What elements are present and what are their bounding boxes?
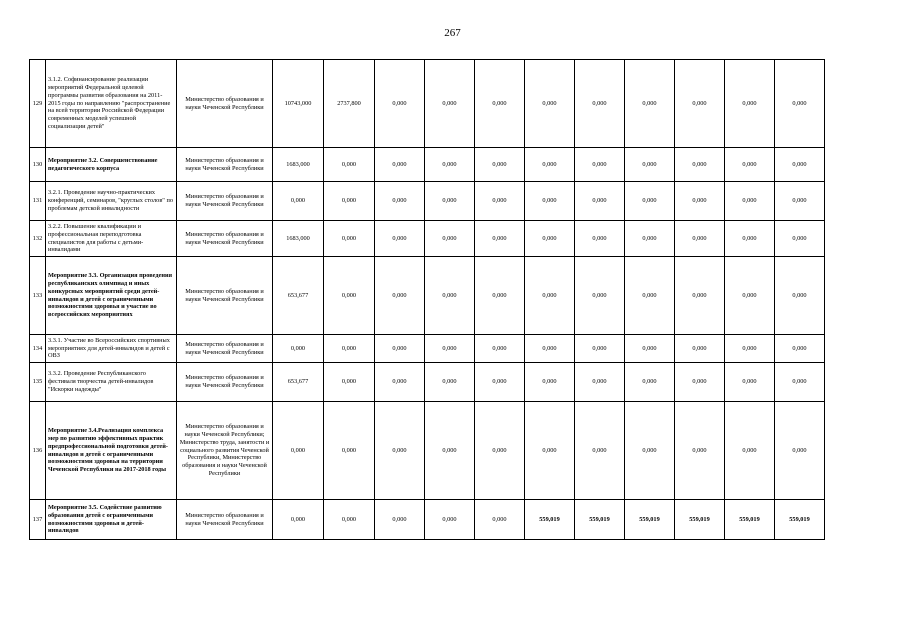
- amount-cell: 0,000: [375, 182, 425, 221]
- amount-cell: 1683,000: [273, 221, 324, 257]
- row-number: 129: [30, 60, 46, 148]
- amount-cell: 0,000: [625, 335, 675, 363]
- table-row: [30, 402, 875, 500]
- executor-cell: Министерство образования и науки Чеченской Республики: [177, 221, 273, 257]
- amount-cell: 0,000: [475, 335, 525, 363]
- table-row: [30, 182, 875, 221]
- amount-cell: 0,000: [324, 500, 375, 540]
- amount-cell: 0,000: [725, 148, 775, 182]
- amount-cell: 0,000: [525, 60, 575, 148]
- amount-cell: 0,000: [775, 402, 825, 500]
- amount-cell: 0,000: [675, 363, 725, 402]
- amount-cell: 0,000: [475, 60, 525, 148]
- amount-cell: 0,000: [324, 257, 375, 335]
- table-row: [30, 221, 875, 257]
- amount-cell: 0,000: [324, 335, 375, 363]
- amount-cell: 0,000: [375, 60, 425, 148]
- amount-cell: 0,000: [575, 60, 625, 148]
- amount-cell: 0,000: [625, 257, 675, 335]
- amount-cell: 559,019: [675, 500, 725, 540]
- amount-cell: 0,000: [324, 363, 375, 402]
- activity-name: Мероприятие 3.5. Содействие развитию образования детей с ограниченными возможностями здоровья и детей-инвалидов: [46, 500, 177, 540]
- amount-cell: 0,000: [725, 221, 775, 257]
- activity-name: Мероприятие 3.4.Реализация комплекса мер по развитию эффективных практик предпрофессиональной подготовки детей-инвалидов и детей с ограниченными возможностями здоровья на территории Чеченской Республики на 2017-2018 годы: [46, 402, 177, 500]
- amount-cell: 0,000: [625, 402, 675, 500]
- amount-cell: 0,000: [525, 257, 575, 335]
- budget-table: [29, 59, 875, 540]
- amount-cell: 0,000: [375, 257, 425, 335]
- row-number: 132: [30, 221, 46, 257]
- amount-cell: 0,000: [725, 335, 775, 363]
- amount-cell: 0,000: [675, 335, 725, 363]
- amount-cell: 0,000: [324, 402, 375, 500]
- table-row: [30, 500, 875, 540]
- row-number: 135: [30, 363, 46, 402]
- activity-name: 3.3.2. Проведение Республиканского фестиваля творчества детей-инвалидов "Искорки надежды": [46, 363, 177, 402]
- amount-cell: 0,000: [575, 148, 625, 182]
- amount-cell: 0,000: [324, 221, 375, 257]
- amount-cell: 0,000: [625, 363, 675, 402]
- amount-cell: 0,000: [324, 182, 375, 221]
- amount-cell: 0,000: [675, 221, 725, 257]
- amount-cell: 1683,000: [273, 148, 324, 182]
- row-number: 131: [30, 182, 46, 221]
- executor-cell: Министерство образования и науки Чеченской Республики: [177, 335, 273, 363]
- amount-cell: 559,019: [725, 500, 775, 540]
- amount-cell: 559,019: [775, 500, 825, 540]
- executor-cell: Министерство образования и науки Чеченской Республики: [177, 148, 273, 182]
- amount-cell: 0,000: [525, 221, 575, 257]
- amount-cell: 0,000: [273, 402, 324, 500]
- table-row: [30, 335, 875, 363]
- amount-cell: 0,000: [775, 335, 825, 363]
- amount-cell: 653,677: [273, 257, 324, 335]
- amount-cell: 0,000: [725, 257, 775, 335]
- amount-cell: 0,000: [425, 60, 475, 148]
- amount-cell: 559,019: [575, 500, 625, 540]
- executor-cell: Министерство образования и науки Чеченской Республики: [177, 500, 273, 540]
- amount-cell: 0,000: [273, 500, 324, 540]
- table-row: [30, 60, 875, 148]
- executor-cell: Министерство образования и науки Чеченской Республики: [177, 182, 273, 221]
- amount-cell: 0,000: [775, 148, 825, 182]
- amount-cell: 0,000: [375, 221, 425, 257]
- amount-cell: 0,000: [375, 500, 425, 540]
- amount-cell: 0,000: [675, 148, 725, 182]
- amount-cell: 0,000: [475, 182, 525, 221]
- table-row: [30, 257, 875, 335]
- amount-cell: 10743,000: [273, 60, 324, 148]
- amount-cell: 0,000: [725, 363, 775, 402]
- amount-cell: 0,000: [675, 402, 725, 500]
- activity-name: 3.1.2. Софинансирование реализации мероприятий Федеральной целевой программы развития образования на 2011-2015 годы по направлению "распространение на всей территории Российской Федерации современных моделей успешной социализации детей": [46, 60, 177, 148]
- amount-cell: 0,000: [675, 60, 725, 148]
- row-number: 134: [30, 335, 46, 363]
- amount-cell: 0,000: [725, 402, 775, 500]
- page-number: 267: [444, 27, 461, 39]
- amount-cell: 0,000: [775, 363, 825, 402]
- amount-cell: 0,000: [575, 402, 625, 500]
- row-number: 133: [30, 257, 46, 335]
- amount-cell: 0,000: [324, 148, 375, 182]
- executor-cell: Министерство образования и науки Чеченской Республики; Министерство труда, занятости и социального развития Чеченской Республики, Министерство образования и науки Чеченской Республики: [177, 402, 273, 500]
- amount-cell: 0,000: [425, 335, 475, 363]
- amount-cell: 0,000: [475, 148, 525, 182]
- amount-cell: 0,000: [575, 182, 625, 221]
- amount-cell: 0,000: [775, 182, 825, 221]
- executor-cell: Министерство образования и науки Чеченской Республики: [177, 363, 273, 402]
- amount-cell: 0,000: [625, 60, 675, 148]
- amount-cell: 0,000: [575, 221, 625, 257]
- amount-cell: 0,000: [575, 335, 625, 363]
- activity-name: 3.2.2. Повышение квалификации и профессиональная переподготовка специалистов для работы с детьми-инвалидами: [46, 221, 177, 257]
- amount-cell: 0,000: [475, 363, 525, 402]
- amount-cell: 0,000: [425, 500, 475, 540]
- amount-cell: 0,000: [425, 257, 475, 335]
- amount-cell: 0,000: [525, 363, 575, 402]
- amount-cell: 0,000: [575, 363, 625, 402]
- amount-cell: 0,000: [725, 60, 775, 148]
- executor-cell: Министерство образования и науки Чеченской Республики: [177, 60, 273, 148]
- amount-cell: 0,000: [273, 182, 324, 221]
- amount-cell: 0,000: [625, 221, 675, 257]
- activity-name: 3.3.1. Участие во Всероссийских спортивных мероприятиях для детей-инвалидов и детей с ОВЗ: [46, 335, 177, 363]
- amount-cell: 0,000: [775, 60, 825, 148]
- amount-cell: 0,000: [375, 148, 425, 182]
- amount-cell: 0,000: [775, 257, 825, 335]
- amount-cell: 0,000: [425, 148, 475, 182]
- table-row: [30, 148, 875, 182]
- amount-cell: 2737,800: [324, 60, 375, 148]
- amount-cell: 0,000: [625, 182, 675, 221]
- amount-cell: 0,000: [625, 148, 675, 182]
- amount-cell: 559,019: [525, 500, 575, 540]
- row-number: 136: [30, 402, 46, 500]
- amount-cell: 0,000: [475, 402, 525, 500]
- amount-cell: 0,000: [575, 257, 625, 335]
- activity-name: 3.2.1. Проведение научно-практических конференций, семинаров, "круглых столов" по проблемам детской инвалидности: [46, 182, 177, 221]
- amount-cell: 0,000: [425, 221, 475, 257]
- amount-cell: 0,000: [475, 500, 525, 540]
- activity-name: Мероприятие 3.2. Совершенствование педагогического корпуса: [46, 148, 177, 182]
- amount-cell: 0,000: [273, 335, 324, 363]
- amount-cell: 0,000: [525, 402, 575, 500]
- amount-cell: 0,000: [775, 221, 825, 257]
- amount-cell: 0,000: [425, 363, 475, 402]
- amount-cell: 653,677: [273, 363, 324, 402]
- row-number: 137: [30, 500, 46, 540]
- amount-cell: 0,000: [375, 335, 425, 363]
- amount-cell: 0,000: [475, 221, 525, 257]
- amount-cell: 0,000: [475, 257, 525, 335]
- amount-cell: 0,000: [375, 363, 425, 402]
- amount-cell: 0,000: [425, 182, 475, 221]
- amount-cell: 0,000: [525, 335, 575, 363]
- amount-cell: 0,000: [525, 182, 575, 221]
- amount-cell: 0,000: [525, 148, 575, 182]
- amount-cell: 0,000: [375, 402, 425, 500]
- amount-cell: 0,000: [725, 182, 775, 221]
- amount-cell: 0,000: [425, 402, 475, 500]
- executor-cell: Министерство образования и науки Чеченской Республики: [177, 257, 273, 335]
- activity-name: Мероприятие 3.3. Организация проведения республиканских олимпиад и иных конкурсных мероприятий среди детей-инвалидов и детей с ограниченными возможностями здоровья и участие во всероссийских мероприятиях: [46, 257, 177, 335]
- amount-cell: 0,000: [675, 182, 725, 221]
- table-row: [30, 363, 875, 402]
- row-number: 130: [30, 148, 46, 182]
- amount-cell: 0,000: [675, 257, 725, 335]
- amount-cell: 559,019: [625, 500, 675, 540]
